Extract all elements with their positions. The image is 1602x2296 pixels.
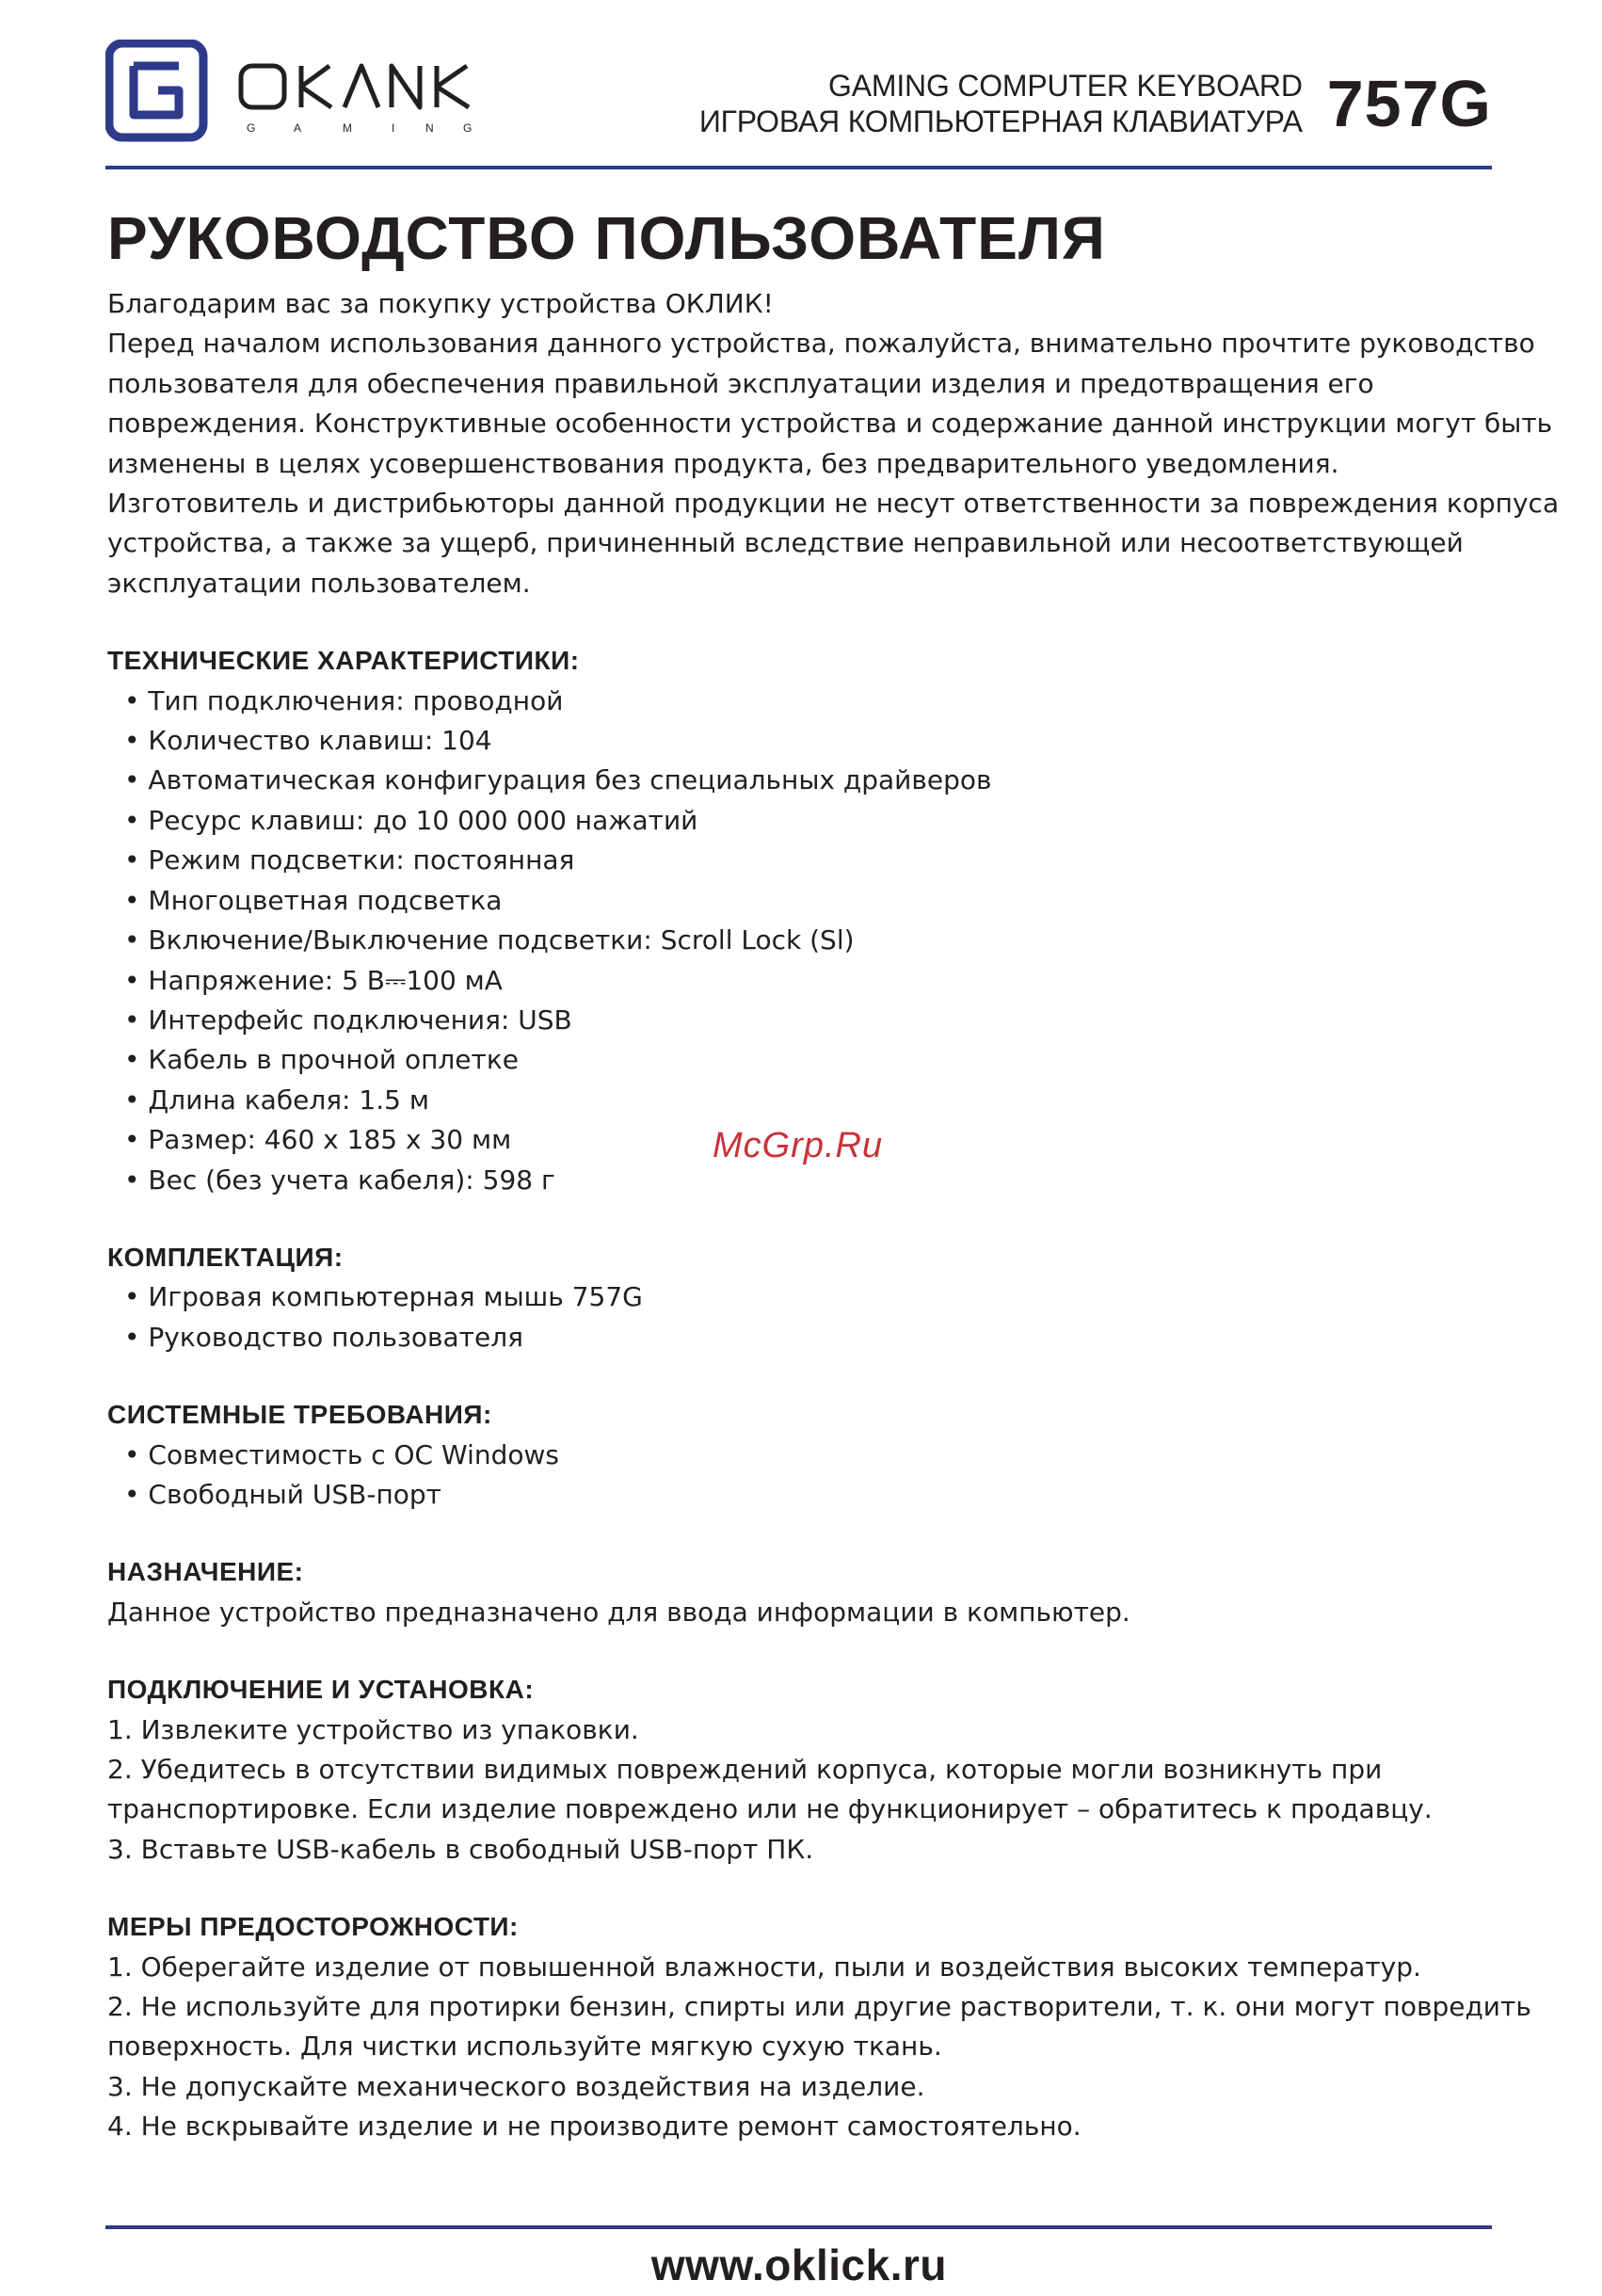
list-item: • Кабель в прочной оплетке xyxy=(124,1040,1500,1080)
product-type-ru: ИГРОВАЯ КОМПЬЮТЕРНАЯ КЛАВИАТУРА xyxy=(698,104,1303,138)
specs-heading: ТЕХНИЧЕСКИЕ ХАРАКТЕРИСТИКИ: xyxy=(107,646,580,676)
intro-line: повреждения. Конструктивные особенности устройства и содержание данной инструкции могут быть xyxy=(107,408,1553,440)
product-type-en: GAMING COMPUTER KEYBOARD xyxy=(828,69,1303,103)
intro-section xyxy=(107,284,1560,603)
oklick-gaming-logo xyxy=(105,40,557,148)
precaution-line: 4. Не вскрывайте изделие и не производите ремонт самостоятельно. xyxy=(107,2111,1081,2143)
intro-line: Изготовитель и дистрибьюторы данной продукции не несут ответственности за повреждения корпуса xyxy=(107,488,1560,520)
precaution-line: 1. Оберегайте изделие от повышенной влажности, пыли и воздействия высоких температур. xyxy=(107,1951,1421,1983)
svg-text:A: A xyxy=(294,121,302,135)
install-line: 2. Убедитесь в отсутствии видимых повреждений корпуса, которые могли возникнуть при xyxy=(107,1754,1383,1785)
list-item: • Автоматическая конфигурация без специальных драйверов xyxy=(124,761,1500,800)
install-heading: ПОДКЛЮЧЕНИЕ И УСТАНОВКА: xyxy=(107,1675,535,1705)
brand-logo xyxy=(105,40,557,148)
package-heading: КОМПЛЕКТАЦИЯ: xyxy=(107,1242,344,1272)
list-item: • Тип подключения: проводной xyxy=(124,682,1500,721)
product-header xyxy=(699,66,1492,141)
list-item: • Размер: 460 х 185 х 30 мм xyxy=(124,1120,1500,1160)
precaution-line: поверхность. Для чистки используйте мягкую сухую ткань. xyxy=(107,2031,942,2063)
list-item: • Вес (без учета кабеля): 598 г xyxy=(124,1161,1500,1200)
intro-line: пользователя для обеспечения правильной эксплуатации изделия и предотвращения его xyxy=(107,367,1374,399)
svg-text:I: I xyxy=(392,121,395,135)
intro-line: Благодарим вас за покупку устройства ОКЛИК! xyxy=(107,288,774,319)
list-item: • Многоцветная подсветка xyxy=(124,881,1500,921)
list-item: • Руководство пользователя xyxy=(124,1318,1500,1357)
purpose-text: Данное устройство предназначено для ввода информации в компьютер. xyxy=(107,1596,1130,1628)
purpose-heading: НАЗНАЧЕНИЕ: xyxy=(107,1557,304,1587)
precaution-line: 3. Не допускайте механического воздействия на изделие. xyxy=(107,2070,925,2102)
list-item: • Игровая компьютерная мышь 757G xyxy=(124,1277,1500,1317)
requirements-heading: СИСТЕМНЫЕ ТРЕБОВАНИЯ: xyxy=(107,1400,492,1430)
list-item: • Ресурс клавиш: до 10 000 000 нажатий xyxy=(124,801,1500,841)
install-line: 3. Вставьте USB-кабель в свободный USB-порт ПК. xyxy=(107,1833,814,1865)
list-item: • Свободный USB-порт xyxy=(124,1475,1500,1515)
specs-list xyxy=(107,682,1500,1200)
precaution-line: 2. Не используйте для протирки бензин, спирты или другие растворители, т. к. они могут повредить xyxy=(107,1991,1531,2023)
list-item: • Длина кабеля: 1.5 м xyxy=(124,1081,1500,1120)
requirements-list xyxy=(107,1436,1500,1516)
page-title: РУКОВОДСТВО ПОЛЬЗОВАТЕЛЯ xyxy=(107,204,1106,272)
intro-line: изменены в целях усовершенствования продукта, без предварительного уведомления. xyxy=(107,447,1339,479)
list-item: • Количество клавиш: 104 xyxy=(124,721,1500,761)
precautions-heading: МЕРЫ ПРЕДОСТОРОЖНОСТИ: xyxy=(107,1912,519,1942)
install-line: 1. Извлеките устройство из упаковки. xyxy=(107,1713,639,1745)
header-divider xyxy=(105,166,1492,169)
intro-line: устройства, а также за ущерб, причиненный вследствие неправильной или несоответствующей xyxy=(107,527,1464,559)
website-url[interactable]: www.oklick.ru xyxy=(650,2240,947,2289)
list-item: • Напряжение: 5 В⎓100 мА xyxy=(124,961,1500,1001)
model-code: 757G xyxy=(1326,67,1492,140)
intro-line: Перед началом использования данного устройства, пожалуйста, внимательно прочтите руководство xyxy=(107,328,1535,360)
svg-text:N: N xyxy=(425,121,434,135)
list-item: • Интерфейс подключения: USB xyxy=(124,1001,1500,1040)
list-item: • Совместимость с ОС Windows xyxy=(124,1436,1500,1475)
list-item: • Включение/Выключение подсветки: Scroll Lock (Sl) xyxy=(124,921,1500,960)
package-list xyxy=(107,1277,1500,1357)
watermark: McGrp.Ru xyxy=(713,1126,884,1165)
manual-content xyxy=(107,198,1560,2147)
product-type xyxy=(699,68,1303,139)
list-item: • Режим подсветки: постоянная xyxy=(124,841,1500,880)
svg-text:G: G xyxy=(247,121,256,135)
intro-line: эксплуатации пользователем. xyxy=(107,567,531,599)
svg-text:M: M xyxy=(343,121,352,135)
footer-divider xyxy=(105,2225,1492,2229)
install-line: транспортировке. Если изделие повреждено или не функционирует – обратитесь к продавцу. xyxy=(107,1793,1433,1825)
svg-text:G: G xyxy=(463,121,473,135)
